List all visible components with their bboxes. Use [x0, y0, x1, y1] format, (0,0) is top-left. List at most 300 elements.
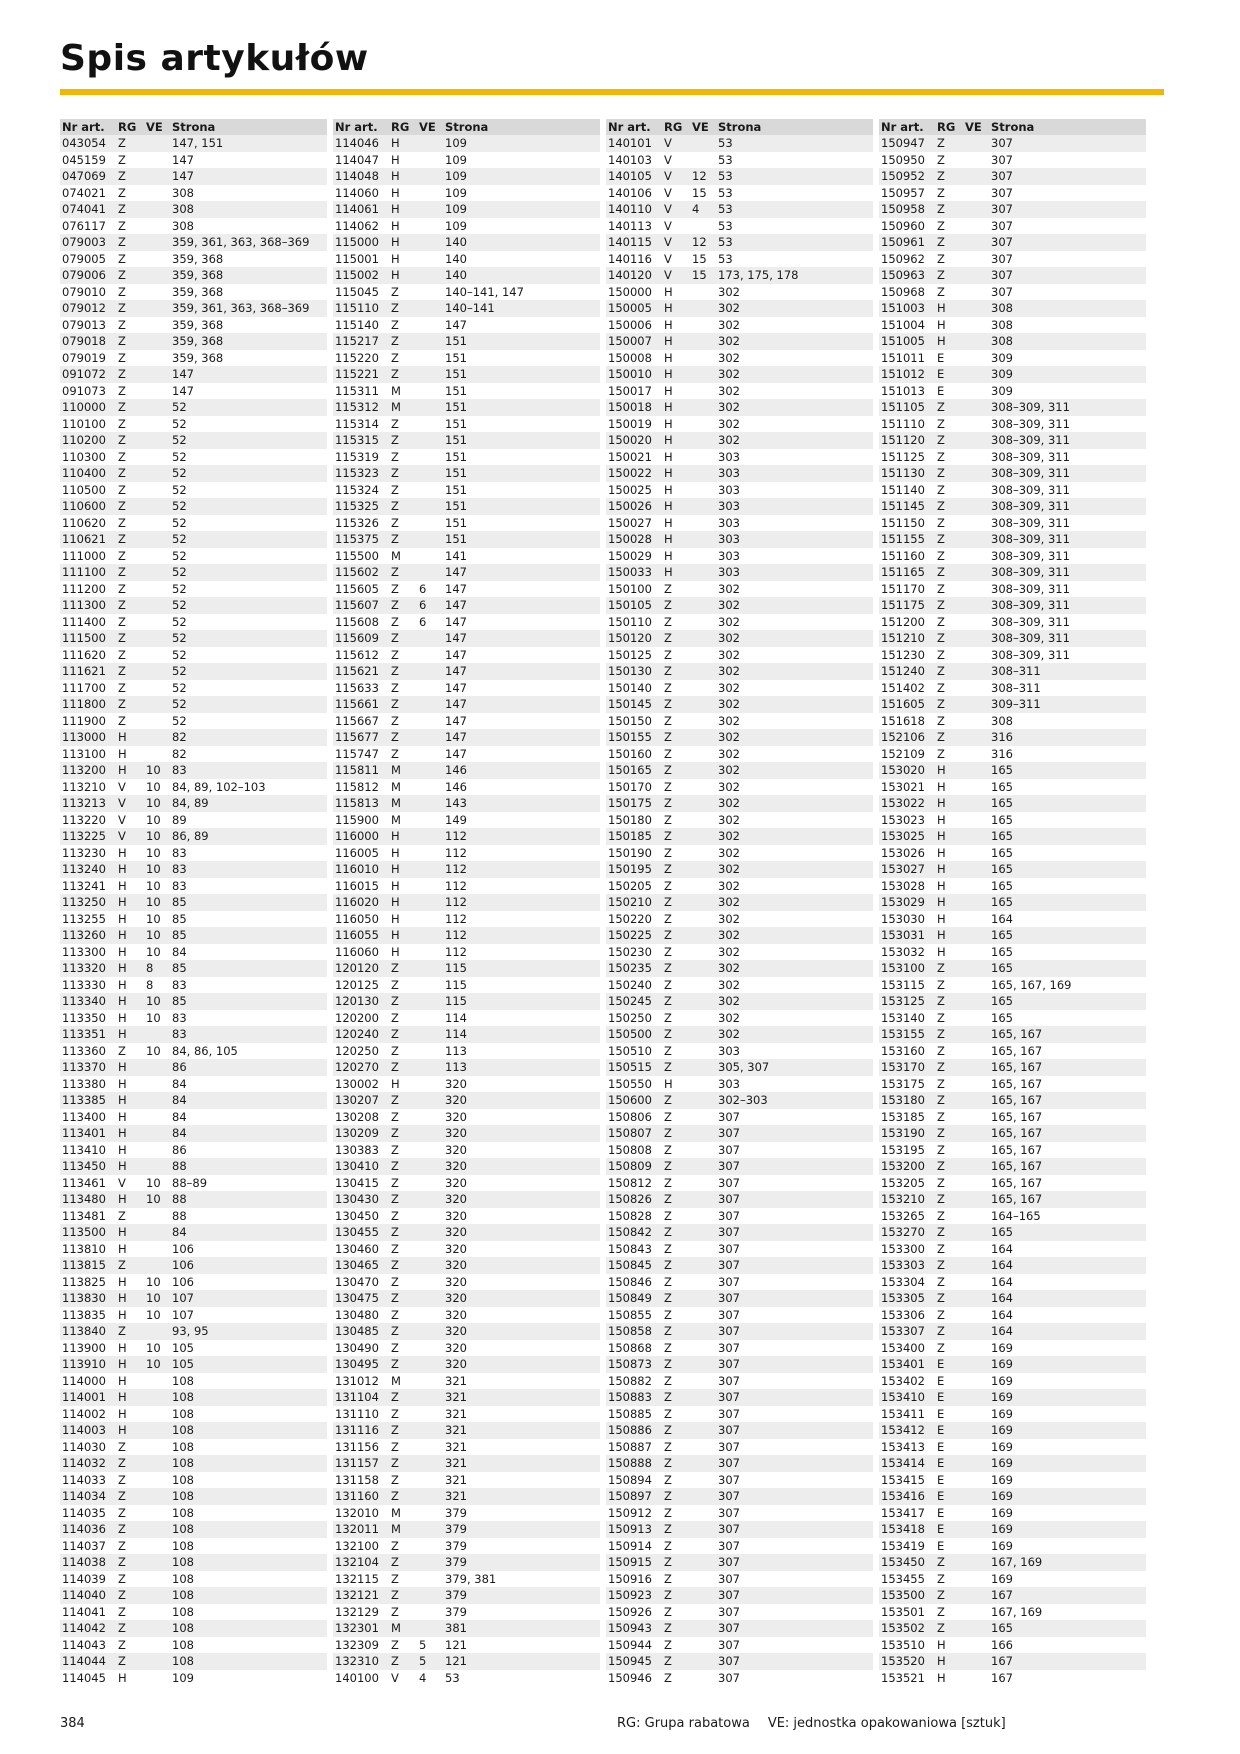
discount-group: Z	[389, 1554, 417, 1571]
page-reference: 308–311	[989, 680, 1146, 697]
table-row	[606, 251, 873, 268]
packaging-unit	[690, 828, 716, 845]
page-reference: 302	[716, 663, 873, 680]
packaging-unit	[144, 152, 170, 169]
discount-group: H	[935, 828, 963, 845]
packaging-unit	[417, 432, 443, 449]
discount-group: Z	[662, 779, 690, 796]
table-row	[879, 152, 1146, 169]
packaging-unit	[963, 927, 989, 944]
discount-group: Z	[389, 696, 417, 713]
discount-group: Z	[935, 597, 963, 614]
page-reference: 359, 368	[170, 251, 327, 268]
packaging-unit	[417, 1043, 443, 1060]
discount-group: H	[389, 1076, 417, 1093]
page-reference: 107	[170, 1307, 327, 1324]
table-row	[60, 1191, 327, 1208]
table-row	[879, 168, 1146, 185]
page-reference: 86	[170, 1059, 327, 1076]
article-number: 114041	[60, 1604, 116, 1621]
packaging-unit	[963, 696, 989, 713]
article-number: 110621	[60, 531, 116, 548]
packaging-unit	[144, 399, 170, 416]
table-row	[60, 795, 327, 812]
discount-group: Z	[935, 498, 963, 515]
page-reference: 308–309, 311	[989, 515, 1146, 532]
article-number: 113401	[60, 1125, 116, 1142]
discount-group: M	[389, 795, 417, 812]
page-reference: 307	[716, 1406, 873, 1423]
article-column-1	[60, 119, 327, 1686]
packaging-unit	[963, 135, 989, 152]
page-reference: 164	[989, 1290, 1146, 1307]
page-reference: 308	[989, 713, 1146, 730]
table-row	[333, 1604, 600, 1621]
discount-group: Z	[116, 696, 144, 713]
packaging-unit	[417, 1092, 443, 1109]
packaging-unit	[690, 300, 716, 317]
discount-group: M	[389, 383, 417, 400]
table-row	[606, 548, 873, 565]
discount-group: Z	[116, 1043, 144, 1060]
discount-group: Z	[935, 1224, 963, 1241]
table-row	[333, 795, 600, 812]
page-reference: 165, 167	[989, 1191, 1146, 1208]
discount-group: Z	[389, 1604, 417, 1621]
discount-group: Z	[662, 680, 690, 697]
table-row	[333, 1521, 600, 1538]
discount-group: Z	[116, 234, 144, 251]
discount-group: Z	[662, 1356, 690, 1373]
table-row	[606, 1571, 873, 1588]
article-number: 132104	[333, 1554, 389, 1571]
table-row	[333, 614, 600, 631]
page-reference: 308–309, 311	[989, 581, 1146, 598]
packaging-unit	[963, 713, 989, 730]
discount-group: Z	[389, 1340, 417, 1357]
article-number: 114042	[60, 1620, 116, 1637]
article-number: 150952	[879, 168, 935, 185]
header-strona: Strona	[989, 119, 1146, 135]
page-reference: 320	[443, 1257, 600, 1274]
packaging-unit	[963, 647, 989, 664]
discount-group: Z	[662, 1538, 690, 1555]
discount-group: Z	[389, 581, 417, 598]
table-row	[333, 1224, 600, 1241]
table-row	[333, 1241, 600, 1258]
article-number: 150110	[606, 614, 662, 631]
table-row	[879, 845, 1146, 862]
page-reference: 302	[716, 894, 873, 911]
article-number: 151003	[879, 300, 935, 317]
page-reference: 379	[443, 1604, 600, 1621]
article-number: 115661	[333, 696, 389, 713]
page-reference: 307	[989, 168, 1146, 185]
discount-group: Z	[935, 234, 963, 251]
page-reference: 88	[170, 1208, 327, 1225]
table-row	[333, 1439, 600, 1456]
discount-group: Z	[662, 944, 690, 961]
packaging-unit	[144, 432, 170, 449]
table-row	[60, 564, 327, 581]
discount-group: H	[662, 432, 690, 449]
table-row	[60, 1092, 327, 1109]
page-reference: 109	[443, 218, 600, 235]
article-number: 150029	[606, 548, 662, 565]
page-reference: 303	[716, 548, 873, 565]
discount-group: H	[935, 911, 963, 928]
table-row	[60, 1076, 327, 1093]
page-reference: 52	[170, 614, 327, 631]
table-row	[333, 350, 600, 367]
discount-group: Z	[116, 548, 144, 565]
table-row	[606, 1323, 873, 1340]
packaging-unit	[144, 284, 170, 301]
packaging-unit	[417, 1307, 443, 1324]
page-reference: 307	[716, 1554, 873, 1571]
page-reference: 147	[443, 713, 600, 730]
article-number: 113225	[60, 828, 116, 845]
table-row	[60, 911, 327, 928]
page-reference: 359, 361, 363, 368–369	[170, 234, 327, 251]
page-reference: 308–309, 311	[989, 432, 1146, 449]
page-reference: 302	[716, 977, 873, 994]
page-reference: 82	[170, 729, 327, 746]
packaging-unit	[144, 1422, 170, 1439]
article-number: 114048	[333, 168, 389, 185]
article-number: 150007	[606, 333, 662, 350]
table-row	[333, 317, 600, 334]
page-reference: 320	[443, 1109, 600, 1126]
article-number: 113351	[60, 1026, 116, 1043]
discount-group: Z	[116, 498, 144, 515]
page-reference: 169	[989, 1340, 1146, 1357]
discount-group: Z	[116, 1439, 144, 1456]
table-row	[333, 1208, 600, 1225]
packaging-unit	[417, 993, 443, 1010]
discount-group: Z	[662, 977, 690, 994]
header-ve: VE	[144, 119, 170, 135]
packaging-unit	[417, 1587, 443, 1604]
article-number: 151240	[879, 663, 935, 680]
packaging-unit	[690, 1191, 716, 1208]
article-number: 113000	[60, 729, 116, 746]
discount-group: H	[935, 944, 963, 961]
packaging-unit	[963, 581, 989, 598]
article-number: 114036	[60, 1521, 116, 1538]
table-row	[879, 647, 1146, 664]
packaging-unit	[417, 564, 443, 581]
packaging-unit: 10	[144, 779, 170, 796]
article-number: 150150	[606, 713, 662, 730]
discount-group: Z	[389, 1439, 417, 1456]
article-number: 132121	[333, 1587, 389, 1604]
packaging-unit	[417, 1158, 443, 1175]
article-number: 140110	[606, 201, 662, 218]
page-reference: 108	[170, 1571, 327, 1588]
packaging-unit	[690, 861, 716, 878]
discount-group: M	[389, 1505, 417, 1522]
article-number: 120240	[333, 1026, 389, 1043]
page-reference: 302	[716, 581, 873, 598]
article-number: 151618	[879, 713, 935, 730]
table-row	[879, 531, 1146, 548]
packaging-unit	[690, 878, 716, 895]
packaging-unit	[417, 1010, 443, 1027]
packaging-unit	[144, 168, 170, 185]
discount-group: Z	[935, 680, 963, 697]
discount-group: Z	[389, 1241, 417, 1258]
table-row	[60, 1670, 327, 1687]
discount-group: Z	[662, 1620, 690, 1637]
page-reference: 151	[443, 432, 600, 449]
page-reference: 307	[716, 1587, 873, 1604]
discount-group: H	[116, 944, 144, 961]
table-header-row	[60, 119, 327, 135]
table-header-row	[606, 119, 873, 135]
table-row	[60, 1142, 327, 1159]
discount-group: M	[389, 1620, 417, 1637]
page-reference: 164	[989, 1307, 1146, 1324]
table-row	[60, 1620, 327, 1637]
article-number: 130475	[333, 1290, 389, 1307]
discount-group: Z	[662, 614, 690, 631]
table-row	[879, 927, 1146, 944]
page-reference: 108	[170, 1439, 327, 1456]
table-row	[333, 383, 600, 400]
page-reference: 108	[170, 1455, 327, 1472]
article-index-table	[606, 119, 873, 1686]
packaging-unit	[963, 1175, 989, 1192]
discount-group: H	[935, 861, 963, 878]
article-number: 150020	[606, 432, 662, 449]
page-reference: 85	[170, 993, 327, 1010]
page-reference: 321	[443, 1422, 600, 1439]
page-reference: 302	[716, 746, 873, 763]
table-row	[606, 1109, 873, 1126]
article-number: 150945	[606, 1653, 662, 1670]
discount-group: Z	[116, 300, 144, 317]
article-number: 131157	[333, 1455, 389, 1472]
discount-group: Z	[389, 614, 417, 631]
discount-group: H	[662, 366, 690, 383]
table-row	[606, 432, 873, 449]
packaging-unit	[144, 729, 170, 746]
article-number: 113410	[60, 1142, 116, 1159]
discount-group: Z	[935, 663, 963, 680]
packaging-unit	[417, 1125, 443, 1142]
table-row	[879, 482, 1146, 499]
discount-group: Z	[116, 1455, 144, 1472]
packaging-unit	[690, 597, 716, 614]
discount-group: Z	[662, 1653, 690, 1670]
packaging-unit: 10	[144, 795, 170, 812]
article-number: 113900	[60, 1340, 116, 1357]
article-number: 113910	[60, 1356, 116, 1373]
packaging-unit	[144, 465, 170, 482]
packaging-unit	[417, 1554, 443, 1571]
article-number: 150010	[606, 366, 662, 383]
discount-group: Z	[662, 1059, 690, 1076]
article-number: 150886	[606, 1422, 662, 1439]
article-number: 110200	[60, 432, 116, 449]
article-number: 150022	[606, 465, 662, 482]
packaging-unit	[417, 1059, 443, 1076]
packaging-unit	[144, 531, 170, 548]
packaging-unit	[963, 663, 989, 680]
packaging-unit: 4	[417, 1670, 443, 1687]
discount-group: Z	[662, 1125, 690, 1142]
discount-group: Z	[389, 663, 417, 680]
page-reference: 52	[170, 531, 327, 548]
discount-group: M	[389, 1373, 417, 1390]
packaging-unit	[417, 729, 443, 746]
table-row	[606, 1257, 873, 1274]
packaging-unit	[690, 779, 716, 796]
discount-group: Z	[116, 284, 144, 301]
discount-group: V	[116, 795, 144, 812]
discount-group: Z	[662, 1026, 690, 1043]
page-reference: 52	[170, 416, 327, 433]
page-reference: 165, 167	[989, 1109, 1146, 1126]
table-row	[333, 218, 600, 235]
discount-group: Z	[662, 1257, 690, 1274]
article-number: 132010	[333, 1505, 389, 1522]
article-number: 113810	[60, 1241, 116, 1258]
article-number: 115221	[333, 366, 389, 383]
packaging-unit: 6	[417, 614, 443, 631]
article-number: 113815	[60, 1257, 116, 1274]
packaging-unit	[690, 317, 716, 334]
discount-group: Z	[662, 1142, 690, 1159]
table-row	[879, 267, 1146, 284]
article-number: 140115	[606, 234, 662, 251]
table-row	[60, 828, 327, 845]
packaging-unit	[417, 498, 443, 515]
page-reference: 83	[170, 845, 327, 862]
table-row	[879, 1142, 1146, 1159]
packaging-unit	[417, 317, 443, 334]
page-reference: 307	[989, 185, 1146, 202]
page-reference: 307	[716, 1290, 873, 1307]
article-number: 150926	[606, 1604, 662, 1621]
page-reference: 307	[716, 1472, 873, 1489]
discount-group: H	[389, 201, 417, 218]
packaging-unit	[963, 1059, 989, 1076]
article-number: 151402	[879, 680, 935, 697]
table-row	[60, 234, 327, 251]
table-row	[333, 680, 600, 697]
table-row	[879, 333, 1146, 350]
page-reference: 164	[989, 911, 1146, 928]
page-reference: 108	[170, 1587, 327, 1604]
page-reference: 302	[716, 779, 873, 796]
table-row	[333, 1653, 600, 1670]
article-number: 153300	[879, 1241, 935, 1258]
article-number: 115315	[333, 432, 389, 449]
article-number: 153200	[879, 1158, 935, 1175]
packaging-unit	[417, 333, 443, 350]
discount-group: H	[662, 482, 690, 499]
packaging-unit	[963, 1307, 989, 1324]
page-reference: 147	[170, 152, 327, 169]
table-row	[606, 713, 873, 730]
article-number: 115217	[333, 333, 389, 350]
discount-group: Z	[389, 1208, 417, 1225]
discount-group: Z	[116, 1208, 144, 1225]
table-row	[879, 317, 1146, 334]
discount-group: Z	[935, 1043, 963, 1060]
page-reference: 164	[989, 1241, 1146, 1258]
article-number: 130209	[333, 1125, 389, 1142]
packaging-unit	[963, 1373, 989, 1390]
table-row	[606, 135, 873, 152]
packaging-unit	[144, 1488, 170, 1505]
packaging-unit	[690, 1208, 716, 1225]
packaging-unit: 5	[417, 1653, 443, 1670]
packaging-unit	[417, 284, 443, 301]
table-row	[606, 1158, 873, 1175]
article-number: 153210	[879, 1191, 935, 1208]
page-reference: 307	[716, 1191, 873, 1208]
article-number: 153025	[879, 828, 935, 845]
page-reference: 53	[716, 218, 873, 235]
packaging-unit	[963, 1241, 989, 1258]
page-reference: 149	[443, 812, 600, 829]
discount-group: Z	[389, 1010, 417, 1027]
table-row	[879, 1637, 1146, 1654]
table-row	[60, 135, 327, 152]
packaging-unit	[963, 960, 989, 977]
article-number: 153415	[879, 1472, 935, 1489]
article-number: 114038	[60, 1554, 116, 1571]
table-row	[333, 597, 600, 614]
page-reference: 52	[170, 696, 327, 713]
discount-group: H	[116, 1389, 144, 1406]
page-reference: 302	[716, 861, 873, 878]
discount-group: M	[389, 812, 417, 829]
discount-group: Z	[935, 1257, 963, 1274]
packaging-unit	[690, 498, 716, 515]
discount-group: Z	[116, 135, 144, 152]
table-row	[333, 630, 600, 647]
table-row	[333, 878, 600, 895]
discount-group: Z	[116, 1587, 144, 1604]
packaging-unit	[963, 234, 989, 251]
table-row	[879, 1422, 1146, 1439]
table-row	[60, 152, 327, 169]
packaging-unit	[690, 135, 716, 152]
page-reference: 169	[989, 1472, 1146, 1489]
page-reference: 302	[716, 762, 873, 779]
article-number: 150026	[606, 498, 662, 515]
table-row	[333, 432, 600, 449]
packaging-unit	[690, 1241, 716, 1258]
packaging-unit	[690, 1224, 716, 1241]
discount-group: Z	[389, 1125, 417, 1142]
packaging-unit	[690, 1373, 716, 1390]
article-number: 130465	[333, 1257, 389, 1274]
packaging-unit	[144, 366, 170, 383]
table-row	[606, 1340, 873, 1357]
discount-group: Z	[662, 1554, 690, 1571]
packaging-unit	[963, 284, 989, 301]
page-reference: 303	[716, 465, 873, 482]
page-reference: 302	[716, 845, 873, 862]
article-number: 153502	[879, 1620, 935, 1637]
article-number: 115813	[333, 795, 389, 812]
packaging-unit	[963, 1571, 989, 1588]
